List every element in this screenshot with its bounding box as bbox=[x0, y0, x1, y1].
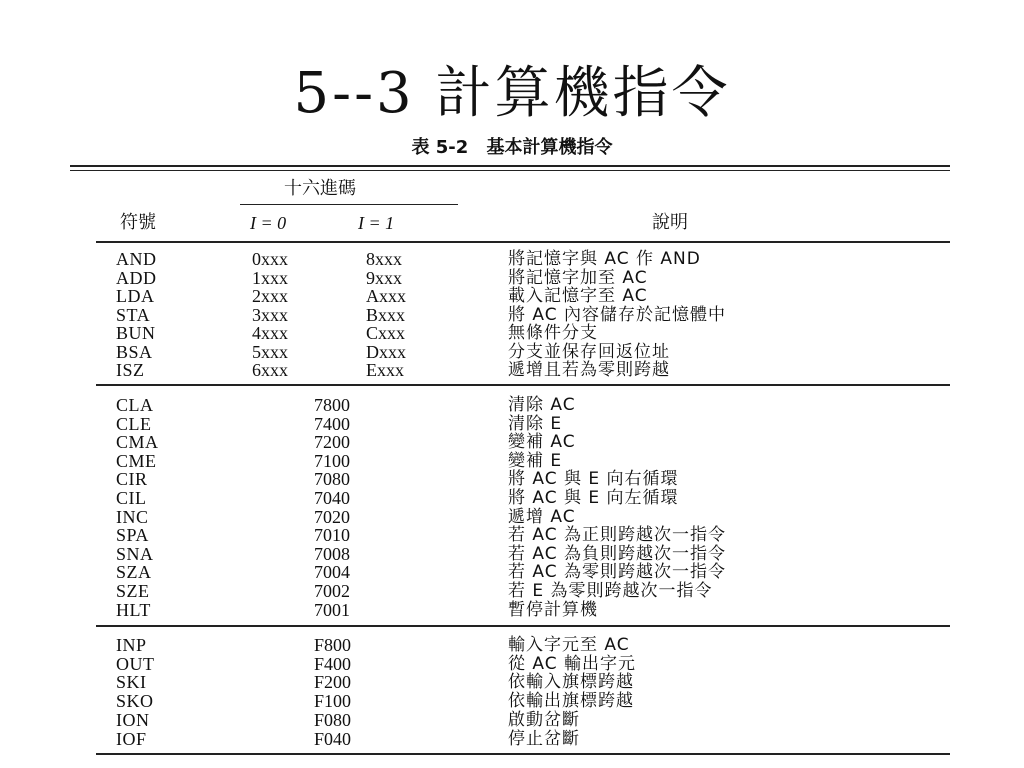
row-symbol: ISZ bbox=[116, 360, 145, 380]
row-symbol: HLT bbox=[116, 599, 151, 620]
row-code-i0: 0xxx bbox=[252, 249, 288, 269]
row-symbol: ION bbox=[116, 709, 150, 730]
row-symbol: CMA bbox=[116, 432, 159, 453]
row-code: F080 bbox=[314, 709, 352, 730]
row-description: 將 AC 與 E 向右循環 bbox=[508, 469, 679, 490]
row-description: 暫停計算機 bbox=[508, 599, 598, 620]
table-bottom-rule bbox=[96, 753, 950, 755]
row-description: 若 AC 為正則跨越次一指令 bbox=[508, 525, 727, 546]
row-code: 7080 bbox=[314, 469, 350, 490]
row-description: 輸入字元至 AC bbox=[508, 635, 630, 655]
row-description: 清除 E bbox=[508, 413, 563, 434]
row-symbol: LDA bbox=[116, 286, 155, 306]
row-code: F100 bbox=[314, 691, 352, 712]
row-description: 變補 E bbox=[508, 450, 563, 471]
row-code-i0: 6xxx bbox=[252, 360, 288, 380]
row-code: 7800 bbox=[314, 395, 350, 415]
row-code: 7020 bbox=[314, 506, 350, 527]
header-hex-group: 十六進碼 bbox=[284, 178, 356, 199]
row-description: 遞增 AC bbox=[508, 506, 576, 527]
row-symbol: SNA bbox=[116, 543, 154, 564]
row-symbol: CIL bbox=[116, 488, 147, 508]
slide-title: 5--3 計算機指令 bbox=[293, 61, 731, 126]
row-description: 將記憶字與 AC 作 AND bbox=[508, 249, 701, 269]
row-symbol: AND bbox=[116, 249, 157, 269]
row-code-i1: Cxxx bbox=[366, 323, 406, 343]
row-code: 7040 bbox=[314, 488, 350, 508]
row-code-i0: 2xxx bbox=[252, 286, 288, 306]
row-code-i0: 5xxx bbox=[252, 341, 288, 362]
row-code: F400 bbox=[314, 653, 352, 674]
row-description: 若 AC 為負則跨越次一指令 bbox=[508, 543, 727, 564]
row-code: 7002 bbox=[314, 581, 350, 601]
row-symbol: SKO bbox=[116, 691, 154, 712]
caption-label: 表 5-2 bbox=[411, 137, 469, 158]
row-code-i0: 1xxx bbox=[252, 267, 288, 288]
row-code-i0: 4xxx bbox=[252, 323, 288, 343]
row-symbol: SZA bbox=[116, 562, 152, 583]
row-code: 7010 bbox=[314, 525, 350, 546]
row-code: F040 bbox=[314, 728, 352, 749]
row-symbol: SKI bbox=[116, 672, 147, 693]
row-description: 將 AC 與 E 向左循環 bbox=[508, 488, 679, 508]
row-description: 載入記憶字至 AC bbox=[508, 286, 648, 306]
header-symbol: 符號 bbox=[120, 212, 156, 233]
header-i1: I = 1 bbox=[358, 213, 395, 233]
row-code: 7200 bbox=[314, 432, 350, 453]
table-caption bbox=[0, 133, 1024, 159]
table-top-rule bbox=[70, 165, 950, 167]
row-code: F200 bbox=[314, 672, 352, 693]
row-symbol: OUT bbox=[116, 653, 155, 674]
row-code-i1: Bxxx bbox=[366, 304, 406, 325]
row-code-i1: Dxxx bbox=[366, 341, 406, 362]
row-description: 分支並保存回返位址 bbox=[508, 341, 670, 362]
header-i0: I = 0 bbox=[250, 213, 287, 233]
row-symbol: BUN bbox=[116, 323, 156, 343]
row-symbol: STA bbox=[116, 304, 151, 325]
row-symbol: INC bbox=[116, 506, 149, 527]
row-code-i1: 9xxx bbox=[366, 267, 402, 288]
header-hex-rule bbox=[240, 204, 458, 205]
table-top-rule-inner bbox=[70, 170, 950, 171]
caption-title: 基本計算機指令 bbox=[486, 137, 613, 158]
row-code: F800 bbox=[314, 635, 352, 655]
row-code: 7001 bbox=[314, 599, 350, 620]
row-symbol: CLE bbox=[116, 413, 152, 434]
row-symbol: SZE bbox=[116, 581, 150, 601]
row-description: 從 AC 輸出字元 bbox=[508, 653, 637, 674]
row-description: 依輸入旗標跨越 bbox=[508, 672, 634, 693]
row-symbol: SPA bbox=[116, 525, 149, 546]
row-code-i1: Axxx bbox=[366, 286, 406, 306]
row-code-i1: Exxx bbox=[366, 360, 404, 380]
row-code: 7400 bbox=[314, 413, 350, 434]
row-description: 遞增且若為零則跨越 bbox=[508, 360, 670, 380]
row-symbol: BSA bbox=[116, 341, 153, 362]
row-symbol: CME bbox=[116, 450, 157, 471]
row-description: 變補 AC bbox=[508, 432, 576, 453]
row-description: 若 AC 為零則跨越次一指令 bbox=[508, 562, 727, 583]
row-code: 7100 bbox=[314, 450, 350, 471]
row-code-i1: 8xxx bbox=[366, 249, 402, 269]
header-description: 說明 bbox=[652, 212, 688, 233]
row-description: 依輸出旗標跨越 bbox=[508, 691, 634, 712]
row-description: 將記憶字加至 AC bbox=[508, 267, 648, 288]
group-divider-1 bbox=[96, 384, 950, 386]
header-bottom-rule bbox=[96, 241, 950, 243]
row-code-i0: 3xxx bbox=[252, 304, 288, 325]
row-description: 停止岔斷 bbox=[508, 728, 580, 749]
row-description: 啟動岔斷 bbox=[508, 709, 580, 730]
row-symbol: INP bbox=[116, 635, 147, 655]
group-divider-2 bbox=[96, 625, 950, 627]
row-description: 將 AC 內容儲存於記憶體中 bbox=[508, 304, 727, 325]
row-code: 7004 bbox=[314, 562, 350, 583]
row-description: 無條件分支 bbox=[508, 323, 598, 343]
row-code: 7008 bbox=[314, 543, 350, 564]
row-symbol: ADD bbox=[116, 267, 157, 288]
row-symbol: CLA bbox=[116, 395, 154, 415]
row-description: 清除 AC bbox=[508, 395, 576, 415]
row-description: 若 E 為零則跨越次一指令 bbox=[508, 581, 713, 601]
row-symbol: CIR bbox=[116, 469, 148, 490]
row-symbol: IOF bbox=[116, 728, 147, 749]
